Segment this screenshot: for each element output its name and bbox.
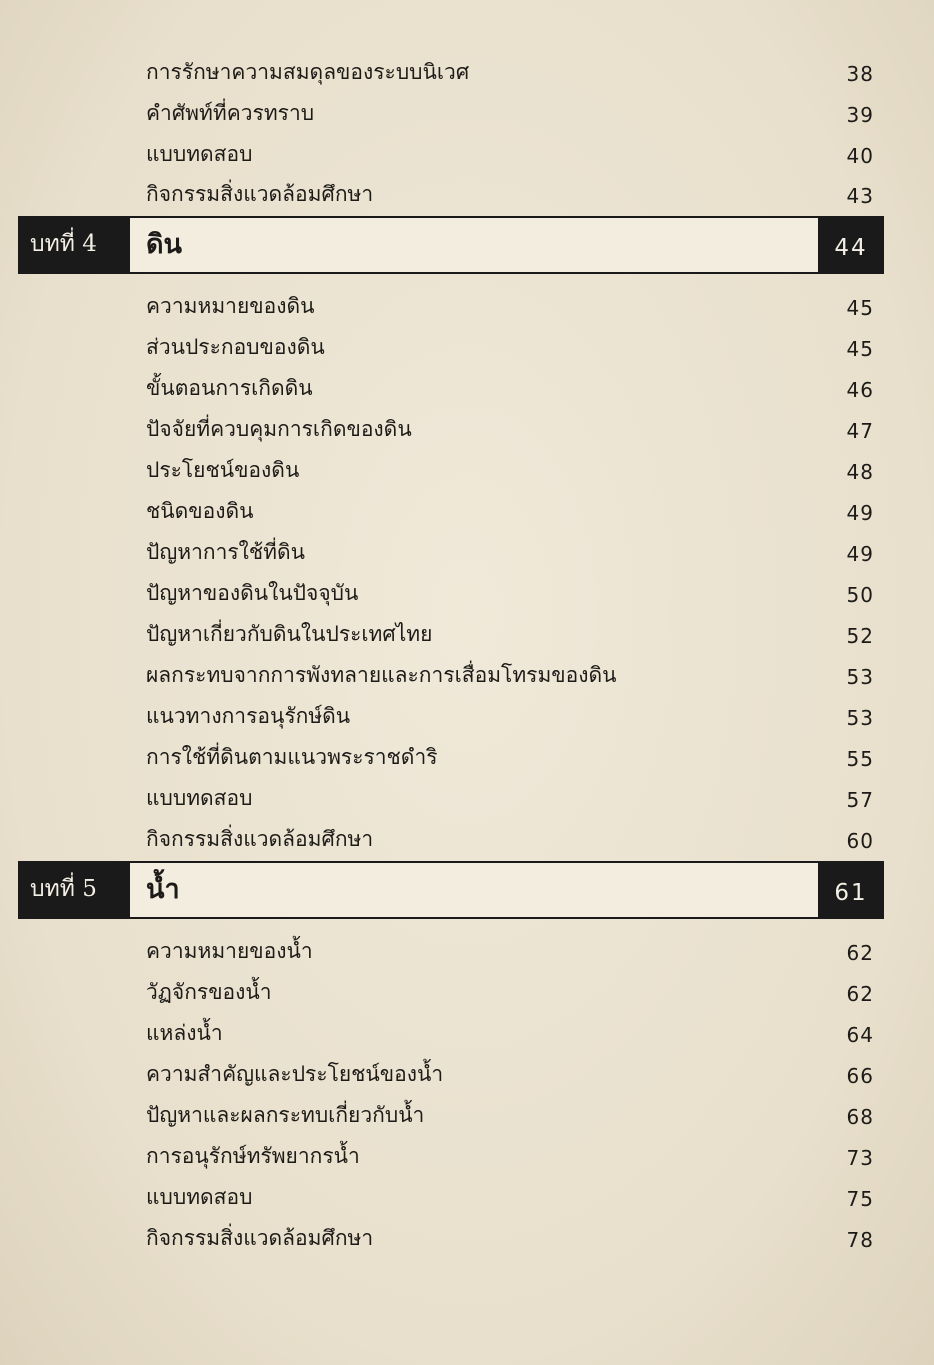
- toc-entry[interactable]: [0, 1219, 934, 1260]
- toc-entry[interactable]: [0, 574, 934, 615]
- toc-entry-title: ความหมายของน้ำ: [146, 939, 313, 963]
- toc-entry[interactable]: [0, 533, 934, 574]
- toc-entry[interactable]: [0, 779, 934, 820]
- toc-entry[interactable]: [0, 1096, 934, 1137]
- toc-entry-page: 62: [846, 941, 874, 965]
- toc-entry-page: 53: [846, 665, 874, 689]
- toc-entry-title: แนวทางการอนุรักษ์ดิน: [146, 704, 351, 728]
- toc-entry-page: 38: [846, 62, 874, 86]
- toc-entry-title: วัฏจักรของน้ำ: [146, 980, 272, 1004]
- toc-entry-title: คำศัพท์ที่ควรทราบ: [146, 101, 315, 125]
- toc-entry-title: ขั้นตอนการเกิดดิน: [146, 376, 313, 400]
- chapter-5-title: น้ำ: [146, 874, 180, 905]
- toc-entry-title: ปัญหาของดินในปัจจุบัน: [146, 581, 359, 605]
- toc-entry-title: ความหมายของดิน: [146, 294, 315, 318]
- toc-entry-title: ปัจจัยที่ควบคุมการเกิดของดิน: [146, 417, 412, 441]
- toc-entry[interactable]: [0, 135, 934, 176]
- toc-entry-title: กิจกรรมสิ่งแวดล้อมศึกษา: [146, 1226, 374, 1250]
- toc-entry-title: กิจกรรมสิ่งแวดล้อมศึกษา: [146, 182, 374, 206]
- toc-entry-page: 40: [846, 144, 874, 168]
- chapter-5-page: 61: [834, 880, 868, 906]
- toc-entry[interactable]: [0, 53, 934, 94]
- chapter-4-title: ดิน: [146, 229, 182, 260]
- toc-entry-title: ประโยชน์ของดิน: [146, 458, 300, 482]
- toc-entry-page: 49: [846, 542, 874, 566]
- toc-entry-page: 64: [846, 1023, 874, 1047]
- toc-entry-title: ปัญหาและผลกระทบเกี่ยวกับน้ำ: [146, 1103, 425, 1127]
- toc-entry-title: การใช้ที่ดินตามแนวพระราชดำริ: [146, 745, 438, 769]
- toc-entry[interactable]: [0, 697, 934, 738]
- toc-entry-title: กิจกรรมสิ่งแวดล้อมศึกษา: [146, 827, 374, 851]
- toc-entry-page: 47: [846, 419, 874, 443]
- toc-entry-title: ความสำคัญและประโยชน์ของน้ำ: [146, 1062, 444, 1086]
- toc-entry[interactable]: [0, 973, 934, 1014]
- toc-entry-page: 52: [846, 624, 874, 648]
- toc-entry-title: ปัญหาการใช้ที่ดิน: [146, 540, 305, 564]
- chapter-4-title-box: [130, 216, 820, 274]
- toc-entry-page: 78: [846, 1228, 874, 1252]
- chapter-5-label-box: [18, 861, 130, 919]
- toc-entry[interactable]: [0, 410, 934, 451]
- toc-entry-page: 49: [846, 501, 874, 525]
- chapter-5-title-box: [130, 861, 820, 919]
- toc-entry-title: แบบทดสอบ: [146, 1185, 253, 1209]
- toc-entry-title: แบบทดสอบ: [146, 142, 253, 166]
- toc-entry-title: ผลกระทบจากการพังทลายและการเสื่อมโทรมของดิน: [146, 663, 617, 687]
- chapter-4-page: 44: [834, 235, 868, 261]
- toc-entry[interactable]: [0, 369, 934, 410]
- toc-entry[interactable]: [0, 492, 934, 533]
- chapter-5-label: บทที่ 5: [30, 876, 97, 902]
- chapter-5-header[interactable]: [18, 861, 884, 919]
- toc-entry-page: 53: [846, 706, 874, 730]
- toc-entry-title: แบบทดสอบ: [146, 786, 253, 810]
- toc-entry[interactable]: [0, 1137, 934, 1178]
- toc-entry-page: 73: [846, 1146, 874, 1170]
- toc-entry-title: ชนิดของดิน: [146, 499, 254, 523]
- toc-entry-page: 57: [846, 788, 874, 812]
- toc-entry[interactable]: [0, 94, 934, 135]
- toc-entry[interactable]: [0, 1178, 934, 1219]
- toc-entry-page: 60: [846, 829, 874, 853]
- toc-entry-page: 43: [846, 184, 874, 208]
- toc-entry-title: ส่วนประกอบของดิน: [146, 335, 325, 359]
- toc-entry-page: 55: [846, 747, 874, 771]
- toc-entry-page: 39: [846, 103, 874, 127]
- toc-entry-page: 48: [846, 460, 874, 484]
- toc-entry-page: 66: [846, 1064, 874, 1088]
- toc-entry-page: 45: [846, 337, 874, 361]
- toc-entry[interactable]: [0, 656, 934, 697]
- toc-entry-page: 50: [846, 583, 874, 607]
- toc-entry-page: 68: [846, 1105, 874, 1129]
- toc-entry-title: การรักษาความสมดุลของระบบนิเวศ: [146, 60, 470, 84]
- toc-entry-page: 75: [846, 1187, 874, 1211]
- chapter-4-header[interactable]: [18, 216, 884, 274]
- toc-entry-title: ปัญหาเกี่ยวกับดินในประเทศไทย: [146, 622, 433, 646]
- toc-entry[interactable]: [0, 1014, 934, 1055]
- toc-entry[interactable]: [0, 932, 934, 973]
- toc-entry[interactable]: [0, 1055, 934, 1096]
- toc-entry[interactable]: [0, 820, 934, 861]
- toc-entry[interactable]: [0, 615, 934, 656]
- toc-entry[interactable]: [0, 451, 934, 492]
- toc-entry[interactable]: [0, 287, 934, 328]
- toc-entry-title: แหล่งน้ำ: [146, 1021, 223, 1045]
- toc-entry[interactable]: [0, 328, 934, 369]
- chapter-4-label: บทที่ 4: [30, 231, 97, 257]
- chapter-5-page-box: [818, 861, 884, 919]
- toc-entry-page: 62: [846, 982, 874, 1006]
- toc-entry-title: การอนุรักษ์ทรัพยากรน้ำ: [146, 1144, 360, 1168]
- toc-entry[interactable]: [0, 175, 934, 216]
- toc-entry[interactable]: [0, 738, 934, 779]
- chapter-4-page-box: [818, 216, 884, 274]
- chapter-4-label-box: [18, 216, 130, 274]
- toc-entry-page: 45: [846, 296, 874, 320]
- toc-entry-page: 46: [846, 378, 874, 402]
